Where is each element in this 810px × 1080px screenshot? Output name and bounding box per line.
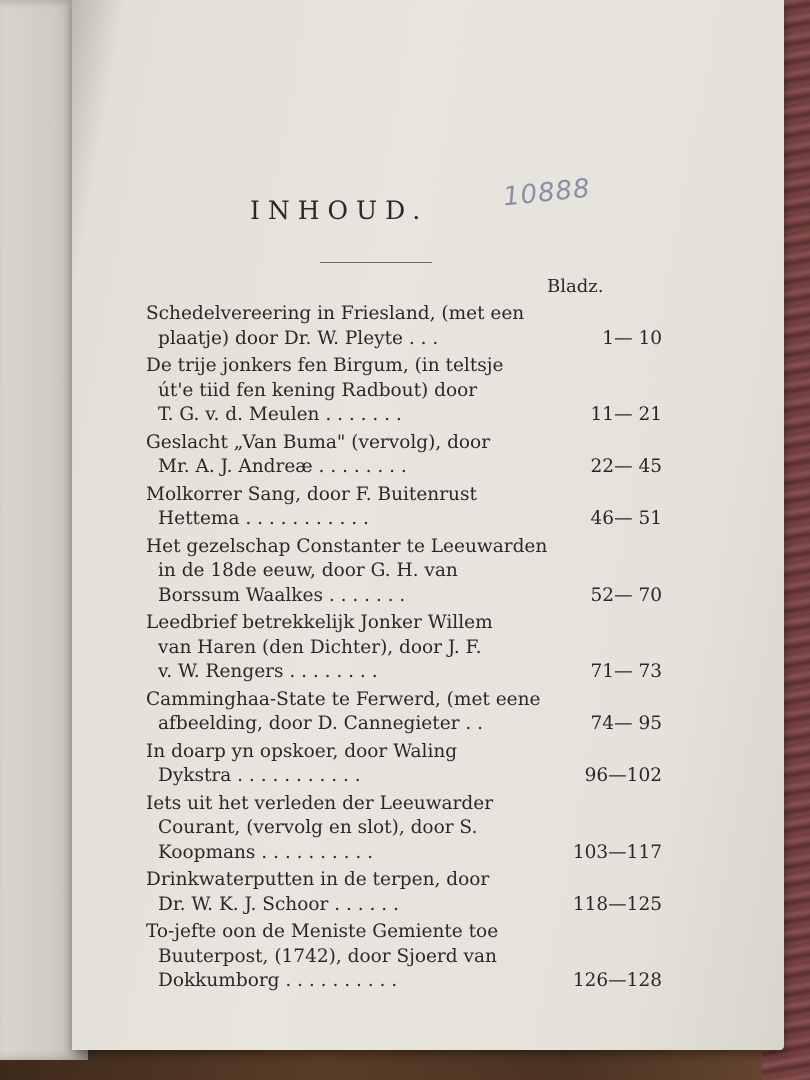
toc-entry-line: van Haren (den Dichter), door J. F. — [158, 636, 482, 658]
toc-entry-line: Dr. W. K. J. Schoor . . . . . . — [158, 893, 399, 915]
toc-entry-pages: 1— 10 — [602, 327, 662, 349]
toc-entry-pages: 46— 51 — [590, 508, 662, 529]
toc-entry-line: in de 18de eeuw, door G. H. van — [158, 560, 458, 581]
toc-entry-line: In doarp yn opskoer, door Waling — [146, 740, 458, 762]
toc-entry-pages: 11— 21 — [590, 404, 662, 425]
toc-entry-line: Geslacht „Van Buma" (vervolg), door — [146, 431, 491, 453]
toc-entry-line: afbeelding, door D. Cannegieter . . — [158, 713, 484, 734]
toc-entry — [146, 868, 662, 917]
toc-entry-line: Drinkwaterputten in de terpen, door — [146, 869, 490, 890]
toc-entry-line: Het gezelschap Constanter te Leeuwarden — [146, 535, 548, 557]
toc-entry-line: plaatje) door Dr. W. Pleyte . . . — [158, 327, 439, 349]
pages-column-header: Bladz. — [547, 276, 604, 297]
table-of-contents — [146, 302, 662, 997]
toc-entry-line: Iets uit het verleden der Leeuwarder — [146, 792, 494, 814]
page-heading: INHOUD. — [250, 196, 429, 225]
toc-entry-line: Dykstra . . . . . . . . . . . — [158, 765, 361, 786]
toc-entry-line: v. W. Rengers . . . . . . . . — [158, 661, 378, 682]
toc-entry-pages: 74— 95 — [590, 713, 662, 734]
toc-entry — [146, 611, 662, 685]
toc-entry-pages: 118—125 — [572, 893, 662, 915]
toc-entry-line: Molkorrer Sang, door F. Buitenrust — [146, 483, 477, 505]
toc-entry-line: Camminghaa-State te Ferwerd, (met eene — [146, 688, 541, 710]
toc-entry — [146, 302, 662, 351]
toc-entry — [146, 792, 662, 866]
toc-entry — [146, 354, 662, 428]
toc-entry-line: Courant, (vervolg en slot), door S. — [158, 817, 478, 838]
toc-entry-line: T. G. v. d. Meulen . . . . . . . — [158, 404, 402, 425]
toc-entry — [146, 920, 662, 994]
toc-entry-line: Borssum Waalkes . . . . . . . — [158, 584, 406, 606]
toc-entry-line: Schedelvereering in Friesland, (met een — [146, 303, 525, 324]
toc-entry — [146, 740, 662, 789]
toc-entry-line: Leedbrief betrekkelijk Jonker Willem — [146, 612, 493, 633]
toc-entry-pages: 22— 45 — [590, 456, 662, 477]
toc-entry-line: Koopmans . . . . . . . . . . — [158, 841, 374, 863]
toc-entry-pages: 71— 73 — [590, 661, 662, 682]
toc-entry — [146, 483, 662, 532]
toc-entry — [146, 535, 662, 609]
pencil-annotation: 10888 — [501, 173, 593, 213]
toc-entry-line: út'e tiid fen kening Radbout) door — [158, 379, 478, 401]
toc-entry — [146, 431, 662, 480]
toc-entry — [146, 688, 662, 737]
toc-entry-pages: 52— 70 — [590, 584, 662, 606]
toc-entry-line: Dokkumborg . . . . . . . . . . — [158, 970, 398, 991]
toc-entry-line: De trije jonkers fen Birgum, (in teltsje — [146, 355, 504, 376]
toc-entry-pages: 96—102 — [584, 765, 662, 786]
toc-entry-line: Mr. A. J. Andreæ . . . . . . . . — [158, 456, 407, 477]
toc-entry-pages: 126—128 — [572, 970, 662, 991]
toc-entry-line: Buuterpost, (1742), door Sjoerd van — [158, 945, 497, 967]
heading-rule — [320, 262, 432, 263]
toc-entry-line: To-jefte oon de Meniste Gemiente toe — [146, 921, 499, 942]
toc-entry-pages: 103—117 — [572, 841, 662, 863]
toc-entry-line: Hettema . . . . . . . . . . . — [158, 508, 369, 529]
